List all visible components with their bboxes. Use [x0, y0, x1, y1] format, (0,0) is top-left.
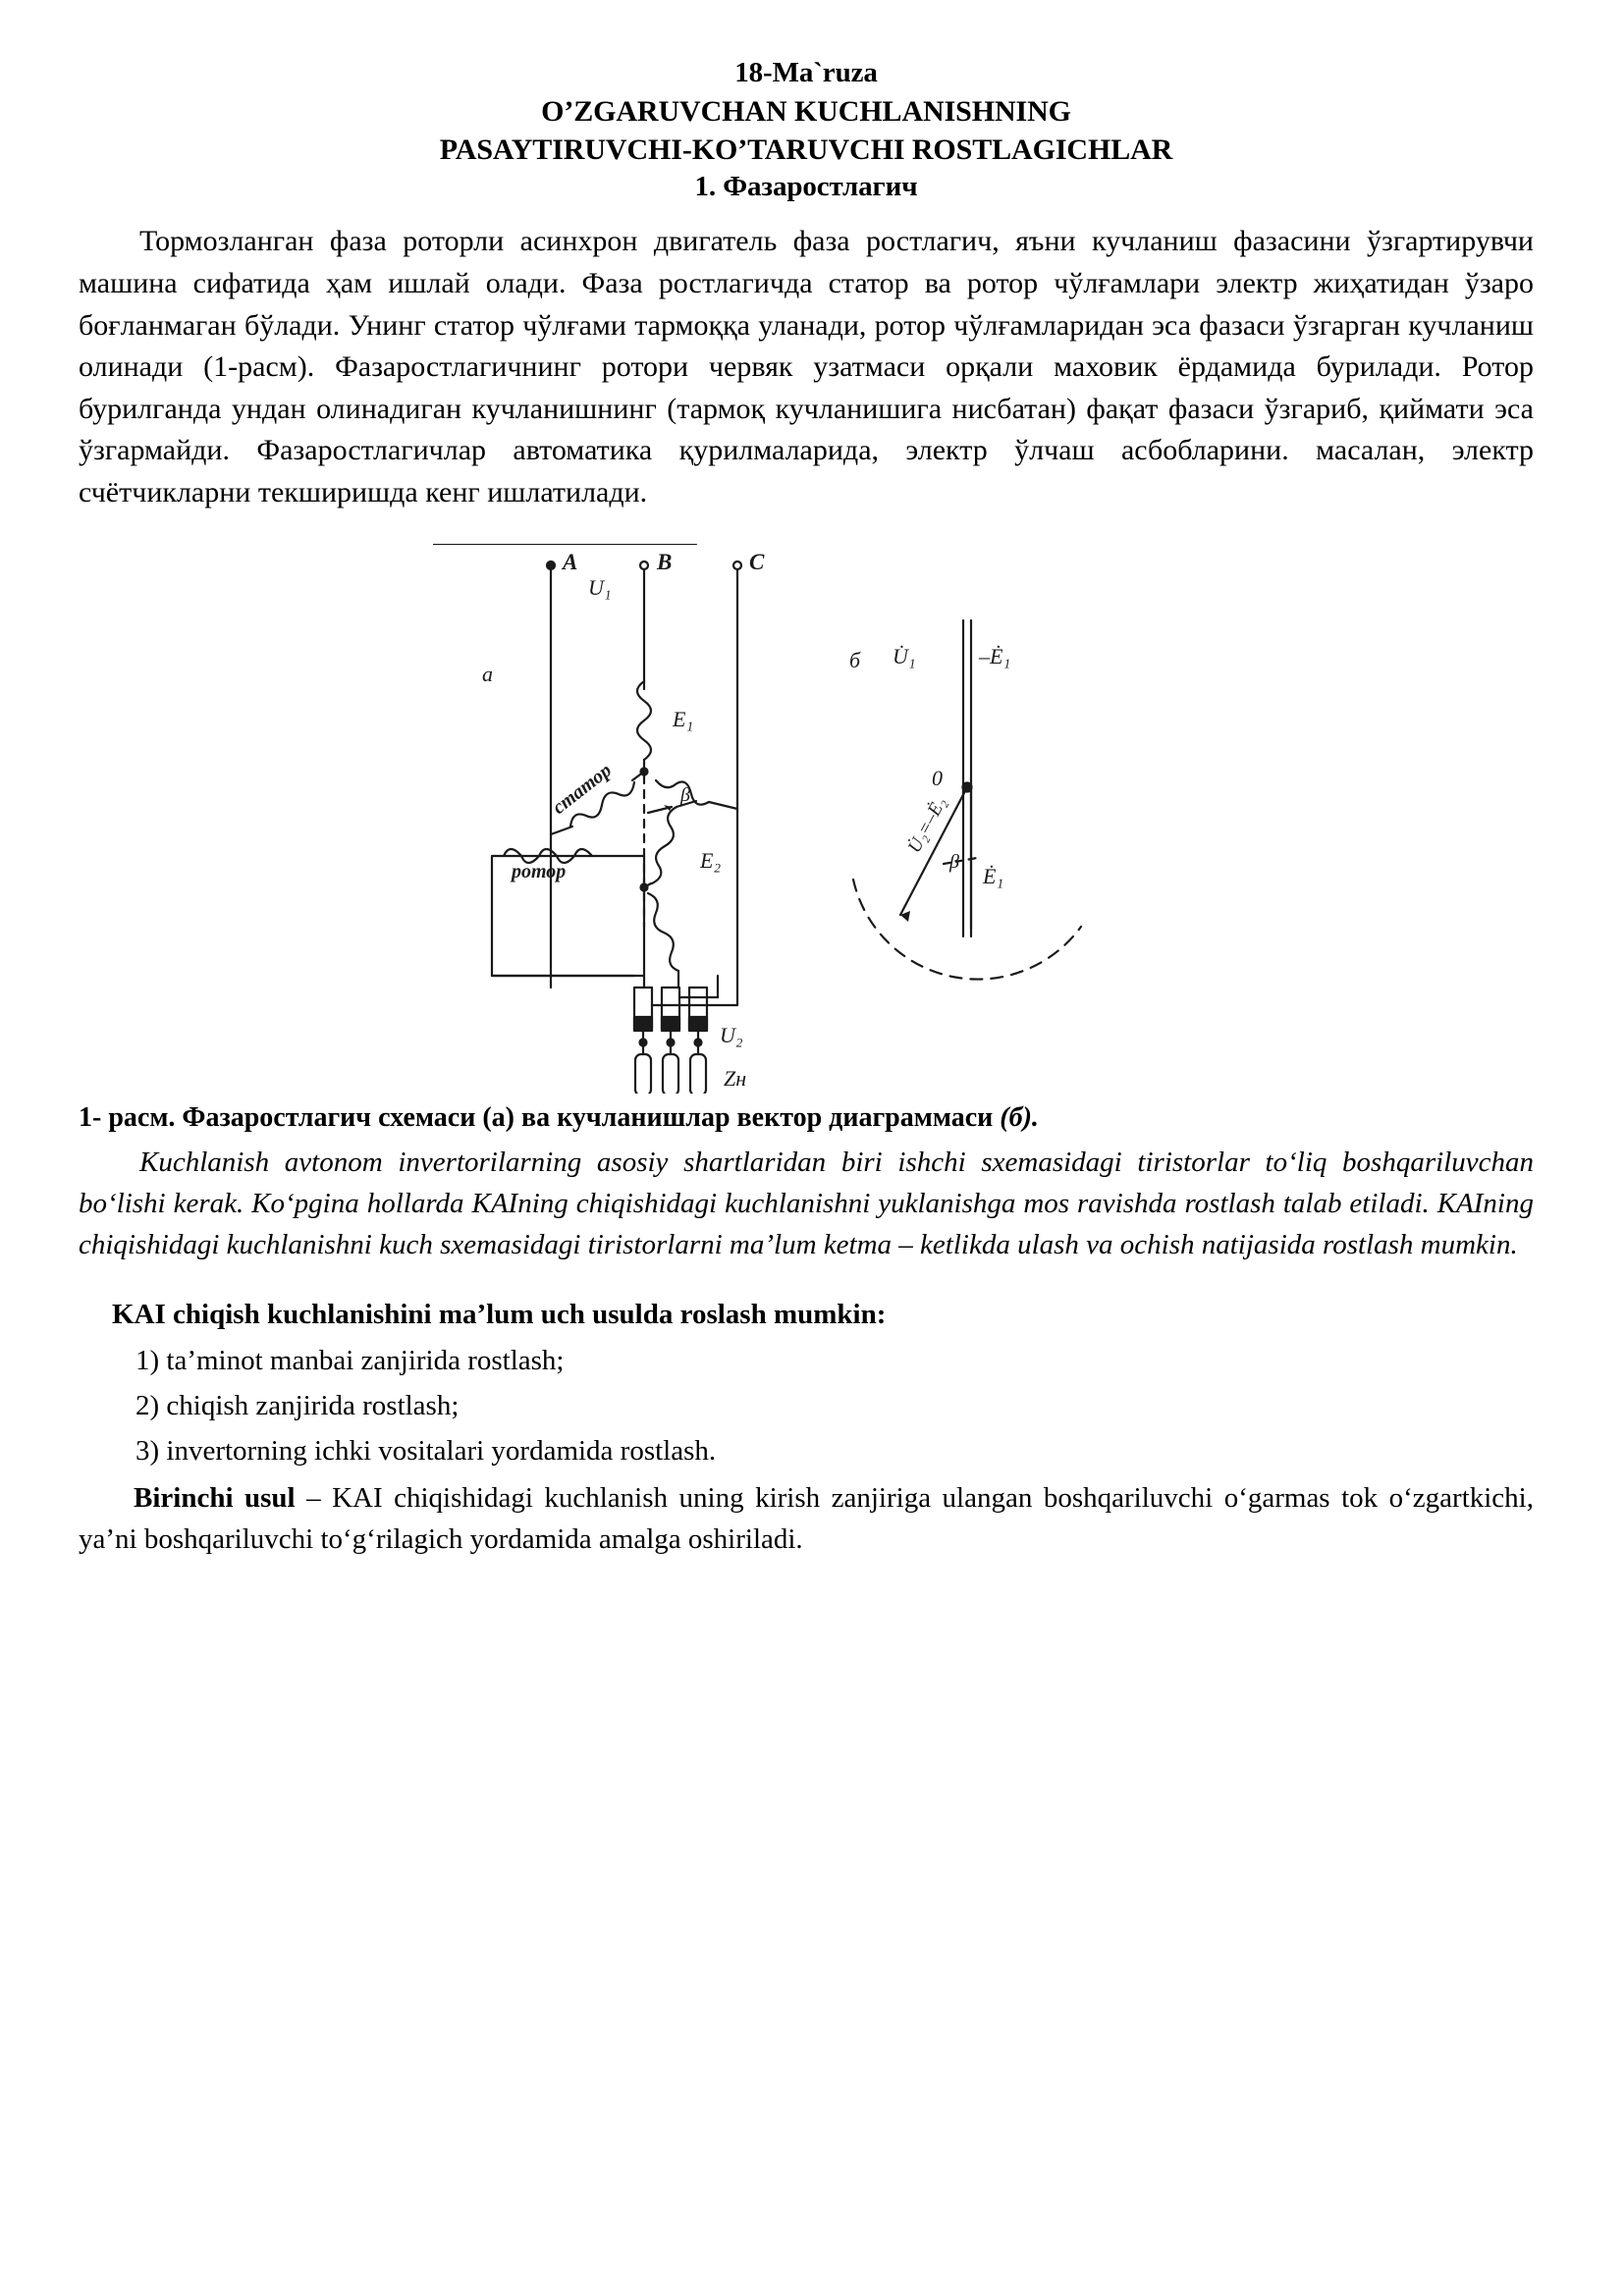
label-part-a: a	[482, 661, 493, 686]
vector-locus-arc	[853, 880, 1081, 980]
figure-caption	[79, 1099, 1534, 1137]
bold-lead-line: KAI chiqish kuchlanishini ma’lum uch usulda roslash mumkin:	[112, 1299, 887, 1331]
stator-coil-c-lead	[709, 802, 737, 809]
lecture-heading: 18-Ma`ruza	[734, 57, 878, 88]
figure-caption-bold: 1- расм. Фазаростлагич схемаси (a) ва кучланишлар вектор диаграммаси	[79, 1101, 1001, 1133]
list-item: 2) chiqish zanjirida rostlash;	[135, 1389, 460, 1421]
final-paragraph-bold-prefix: Birinchi usul	[134, 1481, 296, 1514]
load-node-3	[695, 1039, 702, 1045]
stator-coil-b	[637, 681, 651, 760]
rotor-coil-3	[648, 893, 678, 971]
label-vector-e1: Ė₁	[983, 863, 1004, 888]
label-rotor: ротор	[512, 860, 567, 882]
label-phase-b: B	[657, 549, 673, 574]
final-paragraph	[79, 1477, 1534, 1560]
terminal-a-dot	[547, 561, 555, 569]
figure-phase-regulator	[79, 544, 1534, 1094]
figure-svg	[433, 544, 1179, 1094]
load-node-2	[668, 1039, 675, 1045]
label-u1: U₁	[588, 574, 612, 600]
brush-3	[689, 1017, 707, 1031]
label-vector-beta: β	[949, 850, 959, 873]
label-zh: Zн	[724, 1065, 747, 1091]
label-vector-u2: U̇₂=–Ė₂	[903, 793, 950, 856]
list-item: 1) ta’minot manbai zanjirida rostlash;	[135, 1344, 565, 1376]
slip-rings	[492, 976, 737, 1031]
document-title-line-1: O’ZGARUVCHAN KUCHLANISHNING	[541, 94, 1071, 128]
label-vector-origin: 0	[932, 765, 943, 790]
figure-caption-italic: (б).	[1000, 1101, 1039, 1133]
load-z-1	[635, 1054, 651, 1094]
document-title-line-2: PASAYTIRUVCHI-KO’TARUVCHI ROSTLAGICHLAR	[439, 133, 1173, 166]
brush-1	[634, 1017, 652, 1031]
label-vector-u1: U̇₁	[893, 643, 916, 668]
section-heading: 1. Фазаростлагич	[694, 170, 918, 202]
stator-coil-a-lead2	[632, 772, 644, 780]
rotor-coil-e2	[652, 807, 677, 883]
label-e1: E₁	[673, 706, 694, 731]
list-item: 3) invertorning ichki vositalari yordamida rostlash.	[135, 1434, 717, 1467]
intro-paragraph: Тормозланган фаза роторли асинхрон двигатель фаза ростлагич, яъни кучланиш фазасини ўзгартирувчи машина сифатида ҳам ишлай олади. Фаза ростлагичда статор ва ротор чўлғамлари электр жиҳатидан ўзаро боғланмаган бўлади. Унинг статор чўлғами тармоққа уланади, ротор чўлғамларидан эса фазаси ўзгарган кучланиш олинади (1-расм). Фазаростлагичнинг ротори червяк узатмаси орқали маховик ёрдамида бурилади. Ротор бурилганда ундан олинадиган кучланишнинг (тармоқ кучланишига нисбатан) фақат фазаси ўзгариб, қиймати эса ўзгармайди. Фазаростлагичлар автоматика қурилмаларида, электр ўлчаш асбобларини. масалан, электр счётчикларни текширишда кенг ишлатилади.	[79, 225, 1534, 508]
label-phase-a: A	[563, 549, 578, 574]
italic-paragraph: Kuchlanish avtonom invertorilarning asosiy shartlaridan biri ishchi sxemasidagi tiristorlar to‘liq boshqariluvchan bo‘lishi kerak. Ko‘pgina hollarda KAIning chiqishidagi kuchlanishni yuklanishga mos ravishda rostlash talab etiladi. KAIning chiqishidagi kuchlanishni kuch sxemasidagi tiristorlarni ma’lum ketma – ketlikda ulash va ochish natijasida rostlash mumkin.	[79, 1147, 1534, 1261]
label-beta-circuit: β	[680, 783, 690, 806]
terminal-b-dot	[640, 561, 648, 569]
load-node-1	[640, 1039, 647, 1045]
load-z-3	[690, 1054, 706, 1094]
label-vector-minus-e1: –Ė₁	[979, 643, 1011, 668]
brush-2	[662, 1017, 679, 1031]
label-stator: статор	[548, 759, 617, 819]
stator-coil-a-lead	[551, 827, 572, 834]
final-paragraph-rest: – KAI chiqishidagi kuchlanish uning kirish zanjiriga ulangan boshqariluvchi o‘garmas tok o‘zgartkichi, ya’ni boshqariluvchi to‘g‘rilagich yordamida amalga oshiriladi.	[79, 1481, 1534, 1555]
label-u2: U₂	[720, 1022, 743, 1047]
load-z-2	[663, 1054, 678, 1094]
terminal-c-dot	[733, 561, 741, 569]
label-part-b: б	[849, 647, 861, 672]
label-phase-c: C	[749, 549, 765, 574]
label-e2: E₂	[700, 847, 722, 873]
